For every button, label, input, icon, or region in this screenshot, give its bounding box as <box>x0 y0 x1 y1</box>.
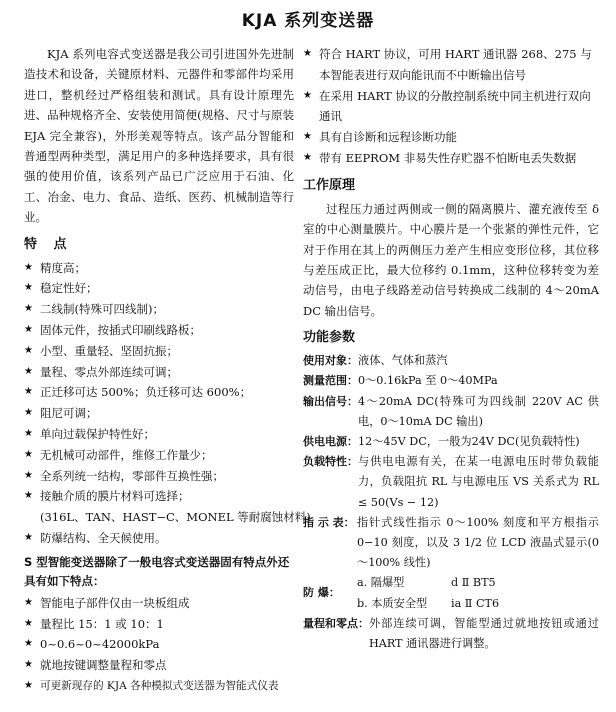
list-item: ★ 量程比 15：1 或 10：1 <box>24 614 294 635</box>
star-icon: ★ <box>303 131 312 143</box>
list-item: ★ 无机械可动部件，维修工作量少； <box>24 445 294 466</box>
list-item: ★ 接触介质的膜片材料可选择； <box>24 486 294 507</box>
list-item: ★ 0~0.6~0~42000kPa <box>24 634 294 655</box>
star-icon: ★ <box>303 151 312 163</box>
right-column <box>303 44 599 654</box>
list-item: ★ 符合 HART 协议，可用 HART 通讯器 268、275 与本智能表进行双向能讯而不中断输出信号 <box>303 44 599 86</box>
page-title: KJA 系列变送器 <box>241 11 375 31</box>
list-item: ★ 单向过载保护特性好； <box>24 424 294 445</box>
features-list <box>24 258 311 549</box>
star-icon: ★ <box>303 89 312 101</box>
star-icon: ★ <box>24 344 33 356</box>
principle-paragraph: 过程压力通过两侧或一侧的隔离膜片、灌充液传至 δ 室的中心测量膜片。中心膜片是一个张紧的弹性元件，它对于作用在其上的两侧压力差产生相应变形位移，其位移与差压成正比，最大位移约 0.1mm，这种位移转变为差动信号，由电子线路差动信号转换成二线制的 4～20mA DC 输出信号。 <box>303 201 599 318</box>
list-item: ★ 阻尼可调； <box>24 403 294 424</box>
smart-features-continued <box>303 44 599 169</box>
param-row-power: 供电电源： 12～45V DC，一般为24V DC(见负载特性) <box>303 435 580 449</box>
star-icon: ★ <box>24 407 33 419</box>
star-icon: ★ <box>303 48 312 59</box>
star-icon: ★ <box>24 386 33 398</box>
param-row-output: 输出信号： 4～20mA DC(特殊可为四线制 220V AC 供电，0～10mA DC 输出) <box>303 394 599 428</box>
list-item: ★ 防爆结构、全天候使用。 <box>24 528 294 549</box>
list-item: ★ 二线制(特殊可四线制)； <box>24 299 294 320</box>
param-row-indicator: 指 示 表： 指针式线性指示 0～100% 刻度和平方根指示 0−10 刻度，以及 3 1/2 位 LCD 液晶式显示(0～100% 线性) <box>303 515 599 570</box>
list-item: ★ 可更新现存的 KJA 各种模拟式变送器为智能式仪表 <box>24 676 294 697</box>
list-item: ★ 具有自诊断和远程诊断功能 <box>303 127 599 148</box>
star-icon: ★ <box>24 596 33 608</box>
params-heading: 功能参数 <box>303 330 356 346</box>
list-item: ★ 精度高； <box>24 258 294 279</box>
list-item: ★ 固体元件，按插式印刷线路板； <box>24 320 294 341</box>
star-icon: ★ <box>24 659 33 671</box>
star-icon: ★ <box>24 469 33 481</box>
star-icon: ★ <box>24 261 33 273</box>
star-icon: ★ <box>24 638 33 650</box>
list-item: ★ 就地按键调整量程和零点 <box>24 655 294 676</box>
star-icon: ★ <box>24 324 33 336</box>
star-icon: ★ <box>24 680 33 691</box>
list-item-continuation: (316L、TAN、HAST−C、MONEL 等耐腐蚀材料) <box>40 510 311 525</box>
list-item: ★ 在采用 HART 协议的分散控制系统中同主机进行双向通讯 <box>303 86 599 128</box>
list-item: ★ 量程、零点外部连续可调； <box>24 362 294 383</box>
param-row-explosion: 防 爆： a. 隔爆型 d Ⅱ BT5 b. 本质安全型 ia Ⅱ CT6 <box>303 573 599 613</box>
param-row-load: 负载特性： 与供电电源有关，在某一电源电压时带负载能力，负载阻抗 RL 与电源电压 VS 关系式为 RL ≤ 50(Vs − 12) <box>303 455 599 509</box>
star-icon: ★ <box>24 448 33 460</box>
param-row-zero: 量程和零点： 外部连续可调，智能型通过就地按钮或通过 HART 通讯器进行调整。 <box>303 616 599 651</box>
list-item: ★ 稳定性好； <box>24 278 294 299</box>
list-item: ★ 带有 EEPROM 非易失性存贮器不怕断电丢失数据 <box>303 148 599 169</box>
intro-paragraph: KJA 系列电容式变送器是我公司引进国外先进制造技术和设备，关键原材料、元器件和零部件均采用进口，整机经过严格组装和测试。具有设计原理先进、品种规格齐全、安装使用简便(规格、尺寸与原装 EJA 完全兼容)，外形美观等特点。该产品分智能和普通型两种类型，满足用户的多种选择要求，具有很强的使用价值，该系列产品已广泛应用于石油、化工、冶金、电力、食品、造纸、医药、机械制造等行业。 <box>24 47 294 225</box>
principle-heading: 工作原理 <box>303 177 356 193</box>
star-icon: ★ <box>24 617 33 629</box>
param-row-range: 测量范围： 0～0.16kPa 至 0～40MPa <box>303 374 498 388</box>
list-item: ★ 全系列统一结构，零部件互换性强； <box>24 466 294 487</box>
smart-intro: S 型智能变送器除了一般电容式变送器固有特点外还具有如下特点： <box>24 554 290 588</box>
features-heading: 特 点 <box>24 236 73 252</box>
smart-features-list <box>24 593 294 697</box>
star-icon: ★ <box>24 282 33 294</box>
star-icon: ★ <box>24 365 33 377</box>
star-icon: ★ <box>24 303 33 315</box>
list-item: ★ 正迁移可达 500%；负迁移可达 600%； <box>24 382 294 403</box>
star-icon: ★ <box>24 490 33 502</box>
star-icon: ★ <box>24 428 33 440</box>
param-row-medium: 使用对象： 液体、气体和蒸汽 <box>303 354 448 368</box>
list-item: ★ 小型、重量轻、坚固抗振； <box>24 341 294 362</box>
explosion-type-b: b. 本质安全型 ia Ⅱ CT6 <box>357 596 500 610</box>
list-item: ★ 智能电子部件仅由一块板组成 <box>24 593 294 614</box>
explosion-type-a: a. 隔爆型 d Ⅱ BT5 <box>357 576 496 590</box>
left-column <box>24 44 311 697</box>
params-table <box>303 351 599 654</box>
star-icon: ★ <box>24 532 33 544</box>
